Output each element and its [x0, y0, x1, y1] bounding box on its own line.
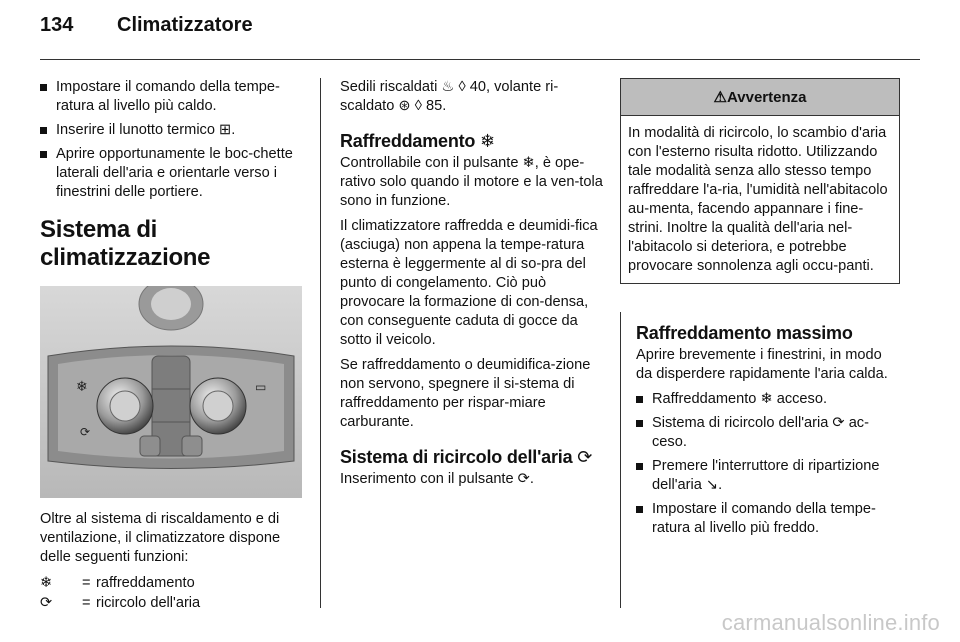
svg-text:❄: ❄ [76, 378, 88, 394]
equals-sign: = [82, 575, 91, 591]
snowflake-icon: ❄ [480, 131, 495, 151]
bullet-list-3 [636, 390, 902, 538]
definition-row-cooling [40, 573, 304, 593]
column-3 [636, 322, 902, 543]
page-number: 134 [40, 14, 74, 36]
bullet-list-1 [40, 78, 304, 202]
column-2 [340, 78, 604, 495]
list-item: Aprire opportunamente le boc-chette laterali dell'aria e orientarle verso i finestrini delle portiere. [40, 145, 304, 202]
list-item: Premere l'interruttore di ripartizione dell'aria ↘. [636, 457, 902, 495]
svg-text:▭: ▭ [255, 380, 267, 394]
warning-header [621, 79, 899, 116]
page-title: Climatizzatore [117, 14, 253, 36]
definition-list [40, 573, 304, 613]
warning-box [620, 78, 900, 284]
column-divider-1 [320, 78, 321, 608]
section-heading-raffreddamento-massimo: Raffreddamento massimo [636, 323, 853, 343]
definition-row-recirculation [40, 593, 304, 613]
definition-text: ricircolo dell'aria [96, 595, 201, 611]
svg-text:⟳: ⟳ [80, 425, 91, 439]
warning-triangle-icon: ⚠ [713, 89, 727, 106]
equals-sign: = [82, 595, 91, 611]
paragraph: Controllabile con il pulsante ❄, è ope-rativo solo quando il motore e la ven-tola sono in funzione. [340, 155, 603, 209]
section-heading-raffreddamento [340, 130, 604, 152]
list-item: Sistema di ricircolo dell'aria ⟳ ac-ceso. [636, 414, 902, 452]
warning-text: In modalità di ricircolo, lo scambio d'aria con l'esterno risulta ridotto. Utilizzando tale modalità senza allo stesso tempo raffreddare l'a-ria, l'umidità nell'abitacolo au-menta, facendo appannare i fine-strini. Inoltre la qualità dell'aria nel-l'abitacolo si deteriora, e potrebbe provocare sonnolenza agli occu-panti. [628, 125, 888, 274]
definition-text: raffreddamento [96, 575, 195, 591]
list-item: Impostare il comando della tempe-ratura al livello più caldo. [40, 78, 304, 116]
paragraph: Se raffreddamento o deumidifica-zione non servono, spegnere il si-stema di raffreddamento per rispar-miare carburante. [340, 357, 591, 430]
list-item: Raffreddamento ❄ acceso. [636, 390, 902, 409]
list-item: Inserire il lunotto termico ⊞. [40, 121, 304, 140]
list-item: Impostare il comando della tempe-ratura al livello più freddo. [636, 500, 902, 538]
recirculation-icon: ⟳ [577, 447, 593, 467]
heading-text: Sistema di ricircolo dell'aria [340, 447, 573, 467]
section-heading-climatizzazione: Sistema di climatizzazione [40, 216, 211, 271]
snowflake-icon: ❄ [40, 575, 53, 591]
section-heading-ricircolo [340, 446, 604, 468]
column-1 [40, 78, 304, 613]
recirculation-icon: ⟳ [40, 595, 53, 611]
column-divider-2 [620, 312, 621, 608]
heading-text: Raffreddamento [340, 131, 476, 151]
header-rule [40, 59, 920, 60]
climate-control-panel-photo [40, 286, 302, 498]
watermark: carmanualsonline.info [721, 610, 940, 635]
intro-paragraph: Sedili riscaldati ♨ ◊ 40, volante ri-scaldato ⊛ ◊ 85. [340, 79, 559, 114]
paragraph: Aprire brevemente i finestrini, in modo da disperdere rapidamente l'aria calda. [636, 347, 888, 382]
paragraph: Il climatizzatore raffredda e deumidi-fica (asciuga) non appena la tempe-ratura esterna è leggermente al di so-pra del punto di congelamento. Ciò può provocare la formazione di con-densa, con conseguente caduta di gocce da sotto il veicolo. [340, 218, 598, 348]
warning-title: Avvertenza [726, 88, 807, 106]
intro-paragraph: Oltre al sistema di riscaldamento e di ventilazione, il climatizzatore dispone delle seguenti funzioni: [40, 511, 281, 565]
paragraph: Inserimento con il pulsante ⟳. [340, 471, 534, 487]
